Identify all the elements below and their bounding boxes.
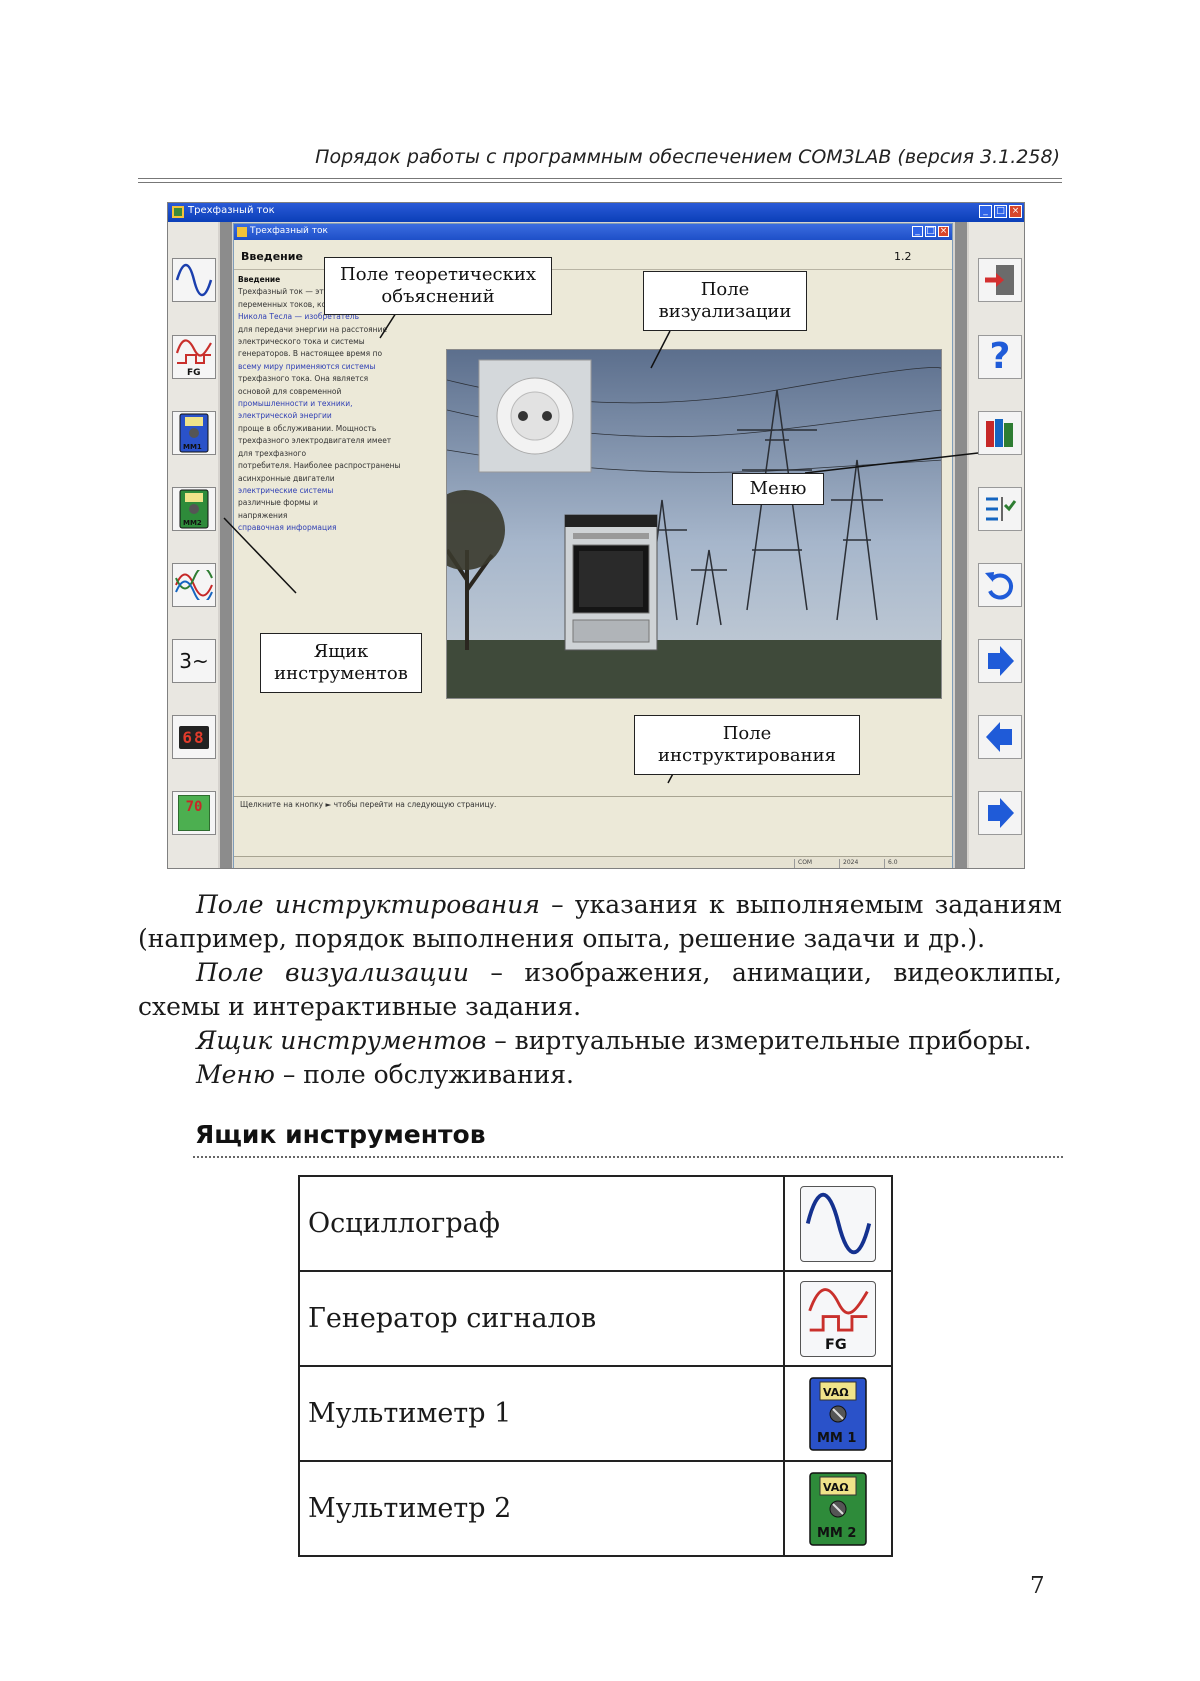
- table-row: [299, 1461, 892, 1556]
- minimize-icon[interactable]: _: [979, 205, 992, 218]
- term: Поле визуализации: [196, 958, 469, 987]
- theory-line: асинхронные двигатели: [238, 473, 424, 485]
- mm1-badge: MM 1: [817, 1431, 856, 1446]
- left-scroll-strip: [220, 222, 232, 869]
- fg-label: FG: [187, 368, 201, 377]
- mm2-label: MM2: [183, 519, 202, 527]
- exit-button[interactable]: [978, 258, 1022, 302]
- inner-title-bar: [234, 224, 952, 240]
- inner-maximize-icon[interactable]: □: [925, 226, 936, 237]
- function-generator-icon: [174, 337, 214, 377]
- theory-link[interactable]: электрической энергии: [238, 410, 424, 422]
- section-heading: Введение: [241, 250, 303, 263]
- table-row: [299, 1176, 892, 1271]
- right-scroll-strip: [955, 222, 967, 869]
- running-header: Порядок работы с программным обеспечением COM3LAB (версия 3.1.258): [140, 146, 1060, 168]
- paragraph-visualization-field: [138, 956, 1062, 990]
- paragraph-instruction-field: [138, 888, 1062, 922]
- inner-minimize-icon[interactable]: _: [912, 226, 923, 237]
- tool-icon-cell: [784, 1271, 892, 1366]
- question-mark-icon: ?: [990, 339, 1011, 375]
- term: Ящик инструментов: [196, 1026, 486, 1055]
- mm2-badge: MM 2: [817, 1526, 856, 1541]
- definition: – виртуальные измерительные приборы.: [486, 1026, 1031, 1055]
- course-icon: [237, 227, 247, 237]
- tool-name: Генератор сигналов: [299, 1271, 784, 1366]
- instruction-field: Щелкните на кнопку ► чтобы перейти на следующую страницу.: [240, 800, 930, 809]
- next-page-button[interactable]: [978, 639, 1022, 683]
- theory-line: напряжения: [238, 510, 424, 522]
- reset-button[interactable]: [978, 563, 1022, 607]
- socket-icon: [479, 360, 591, 472]
- three-phase-tool-button[interactable]: [172, 639, 216, 683]
- multimeter-1-icon: [179, 413, 209, 453]
- play-forward-icon: [982, 795, 1018, 831]
- instruction-callout: Поле инструктирования: [634, 715, 860, 775]
- arrow-right-icon: [982, 643, 1018, 679]
- theory-line: основой для современной: [238, 386, 424, 398]
- outer-title-text: Трехфазный ток: [188, 205, 275, 216]
- paragraph-menu: [138, 1058, 1062, 1092]
- tool-name: Мультиметр 2: [299, 1461, 784, 1556]
- theory-line: переменных токов, которые: [238, 299, 424, 311]
- definition: – указания к выполняемым заданиям: [540, 890, 1062, 919]
- stove-icon: [565, 515, 657, 650]
- theory-line: трехфазного тока. Она является: [238, 373, 424, 385]
- definition: – изображения, анимации, видеоклипы,: [469, 958, 1062, 987]
- toolbox-table: [298, 1175, 893, 1557]
- tool-icon-cell: [784, 1366, 892, 1461]
- theory-link[interactable]: промышленности и техники,: [238, 398, 424, 410]
- paragraph-toolbox: [138, 1024, 1062, 1058]
- counter-digits: 68: [182, 728, 205, 747]
- status-cell: 2024: [839, 859, 884, 868]
- oscilloscope-tool-button[interactable]: [172, 258, 216, 302]
- page-number: 1.2: [894, 250, 912, 263]
- com3lab-screenshot: [167, 202, 1025, 869]
- mm1-label: MM1: [183, 443, 202, 451]
- oscilloscope-icon: [800, 1186, 876, 1262]
- toolbox-callout: Ящик инструментов: [260, 633, 422, 693]
- app-icon: [172, 206, 184, 218]
- tool-name: Мультиметр 1: [299, 1366, 784, 1461]
- mm1-range: VAΩ: [823, 1386, 849, 1399]
- theory-line: Трехфазный ток — это система: [238, 286, 424, 298]
- counter-icon: [179, 726, 208, 749]
- arrow-left-icon: [982, 719, 1018, 755]
- theory-line: проще в обслуживании. Мощность: [238, 423, 424, 435]
- inner-title-text: Трехфазный ток: [250, 226, 328, 236]
- fg-badge: FG: [825, 1337, 847, 1353]
- theory-link[interactable]: электрические системы: [238, 485, 424, 497]
- multimeter-2-icon: [808, 1471, 868, 1547]
- toolbox-rail: [168, 222, 218, 869]
- visualization-field[interactable]: [446, 349, 942, 699]
- library-button[interactable]: [978, 411, 1022, 455]
- theory-line: для передачи энергии на расстояние: [238, 324, 424, 336]
- maximize-icon[interactable]: □: [994, 205, 1007, 218]
- status-bar: [234, 856, 952, 869]
- outer-window-buttons: [979, 205, 1022, 218]
- menu-rail: [969, 222, 1025, 869]
- books-icon: [982, 415, 1018, 451]
- checklist-icon: [982, 491, 1018, 527]
- status-cell: COM: [794, 859, 839, 868]
- table-row: [299, 1366, 892, 1461]
- page-number-folio: 7: [1030, 1573, 1045, 1599]
- previous-page-button[interactable]: [978, 715, 1022, 759]
- term: Поле инструктирования: [196, 890, 540, 919]
- multimeter-2-icon: [179, 489, 209, 529]
- three-phase-waves-icon: [174, 570, 214, 600]
- table-row: [299, 1271, 892, 1366]
- tool-name: Осциллограф: [299, 1176, 784, 1271]
- calculator-icon: [178, 795, 210, 831]
- visualization-callout: Поле визуализации: [643, 271, 807, 331]
- undo-icon: [982, 567, 1018, 603]
- function-generator-tool-button[interactable]: [172, 335, 216, 379]
- multimeter-2-tool-button[interactable]: [172, 487, 216, 531]
- counter-tool-button[interactable]: [172, 715, 216, 759]
- three-phase-scope-tool-button[interactable]: [172, 563, 216, 607]
- mm2-range: VAΩ: [823, 1481, 849, 1494]
- toolbox-section-heading: Ящик инструментов: [195, 1120, 486, 1149]
- function-generator-icon: [800, 1281, 876, 1357]
- inner-window-buttons: [912, 226, 949, 237]
- theory-callout: Поле теоретических объяснений: [324, 257, 552, 315]
- help-button[interactable]: [978, 335, 1022, 379]
- close-icon[interactable]: ×: [1009, 205, 1022, 218]
- theory-link[interactable]: Никола Тесла — изобретатель: [238, 311, 424, 323]
- menu-callout: Меню: [732, 473, 824, 505]
- exit-door-icon: [982, 262, 1018, 298]
- calculator-digits: 70: [186, 799, 203, 815]
- outer-title-bar: [168, 203, 1025, 222]
- paragraph-line: (например, порядок выполнения опыта, решение задачи и др.).: [138, 922, 1062, 956]
- tool-icon-cell: [784, 1461, 892, 1556]
- forward-button[interactable]: [978, 791, 1022, 835]
- theory-link[interactable]: справочная информация: [238, 522, 424, 534]
- instruction-divider: [234, 796, 952, 797]
- status-cell: 6.0: [884, 859, 929, 868]
- theory-line: электрического тока и системы: [238, 336, 424, 348]
- tool-icon-cell: [784, 1176, 892, 1271]
- theory-line: для трехфазного: [238, 448, 424, 460]
- theory-heading: Введение: [238, 274, 424, 286]
- calculator-tool-button[interactable]: [172, 791, 216, 835]
- theory-link[interactable]: всему миру применяются системы: [238, 361, 424, 373]
- theory-line: потребителя. Наиболее распространены: [238, 460, 424, 472]
- three-phase-label: 3~: [179, 649, 208, 673]
- multimeter-1-tool-button[interactable]: [172, 411, 216, 455]
- theory-line: трехфазного электродвигателя имеет: [238, 435, 424, 447]
- term: Меню: [196, 1060, 275, 1089]
- oscilloscope-icon: [175, 263, 213, 297]
- power-lines-scene: [447, 350, 942, 699]
- theory-line: различные формы и: [238, 497, 424, 509]
- paragraph-line: схемы и интерактивные задания.: [138, 990, 1062, 1024]
- section-dotted-rule: [193, 1156, 1063, 1158]
- header-rule: [138, 178, 1062, 183]
- contents-button[interactable]: [978, 487, 1022, 531]
- multimeter-1-icon: [808, 1376, 868, 1452]
- theory-line: генераторов. В настоящее время по: [238, 348, 424, 360]
- inner-close-icon[interactable]: ×: [938, 226, 949, 237]
- definition: – поле обслуживания.: [275, 1060, 574, 1089]
